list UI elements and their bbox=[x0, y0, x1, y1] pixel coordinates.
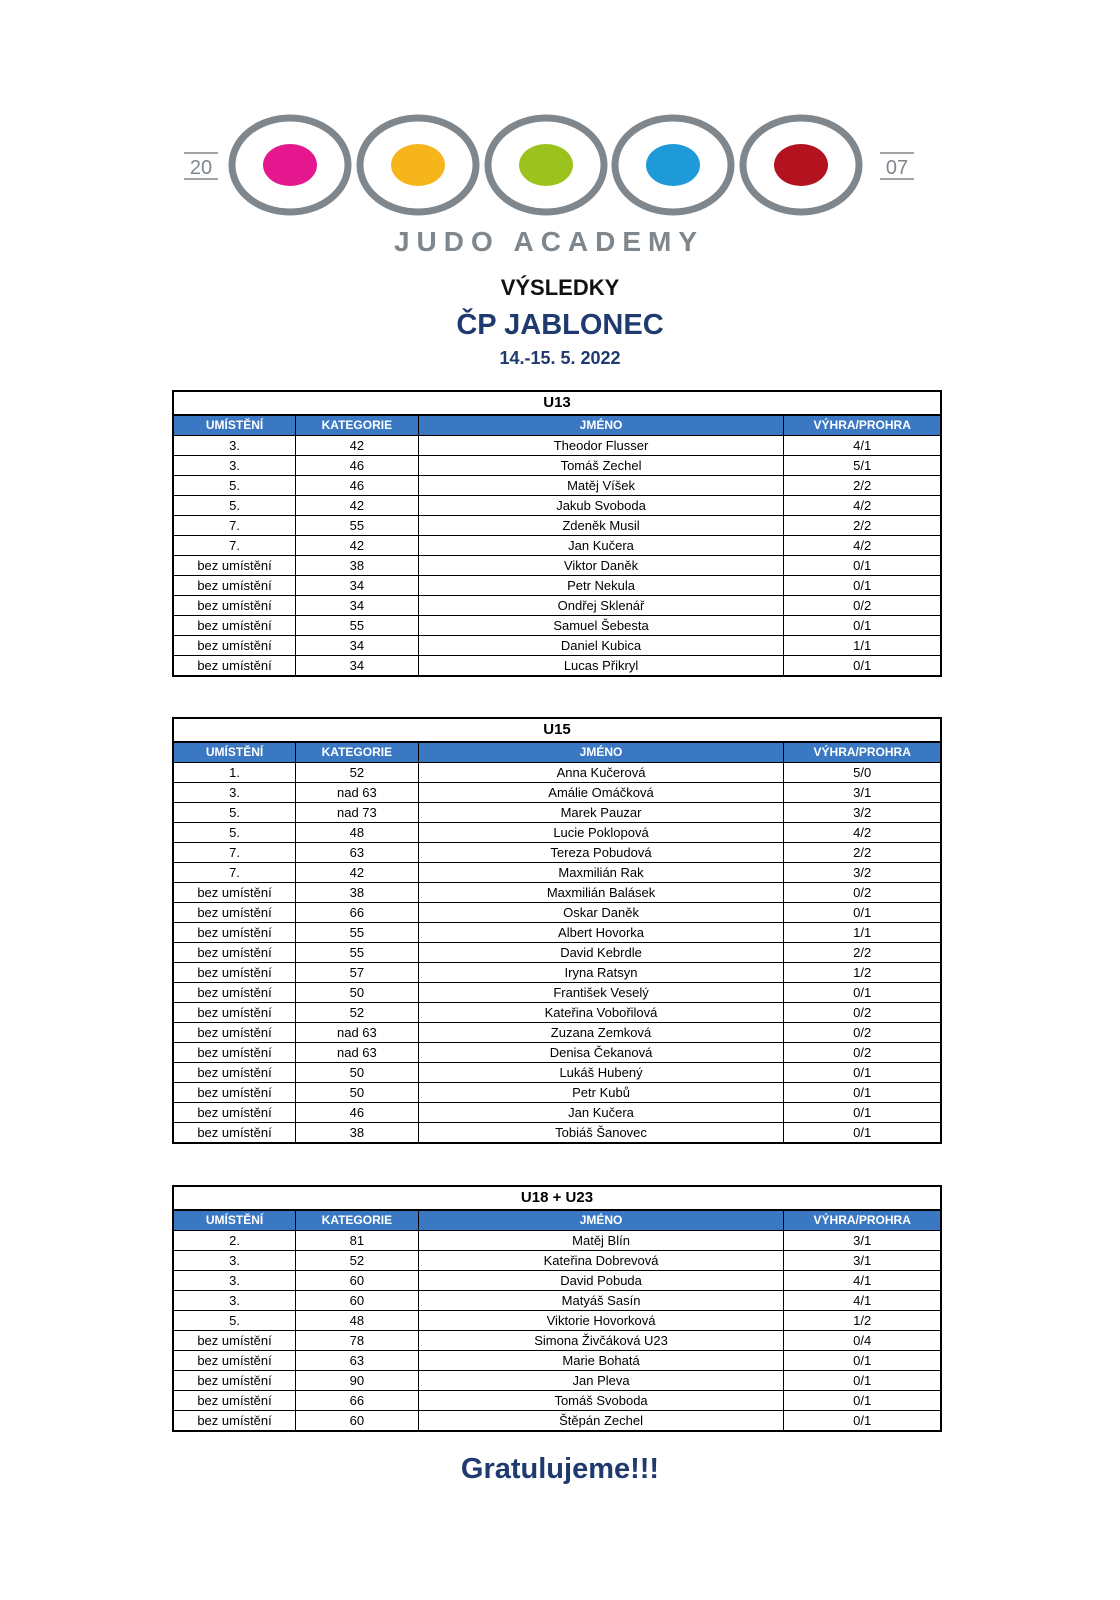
table-row bbox=[173, 616, 941, 636]
cell-result: 0/1 bbox=[784, 1411, 941, 1432]
cell-place: bez umístění bbox=[173, 1043, 296, 1063]
cell-category: 90 bbox=[296, 1371, 419, 1391]
cell-result: 0/2 bbox=[784, 1023, 941, 1043]
cell-name: Tomáš Svoboda bbox=[418, 1391, 784, 1411]
cell-result: 2/2 bbox=[784, 843, 941, 863]
results-table-u13 bbox=[172, 390, 942, 677]
event-date: 14.-15. 5. 2022 bbox=[499, 348, 621, 368]
cell-result: 0/1 bbox=[784, 1351, 941, 1371]
table-row bbox=[173, 783, 941, 803]
table-row bbox=[173, 496, 941, 516]
cell-result: 4/2 bbox=[784, 496, 941, 516]
logo-year-right-text: 07 bbox=[885, 157, 909, 179]
cell-name: Matěj Blín bbox=[418, 1231, 784, 1251]
table-row bbox=[173, 1391, 941, 1411]
cell-place: bez umístění bbox=[173, 1103, 296, 1123]
column-header-place: UMÍSTĚNÍ bbox=[173, 1210, 296, 1231]
cell-result: 0/1 bbox=[784, 903, 941, 923]
cell-result: 0/4 bbox=[784, 1331, 941, 1351]
cell-result: 2/2 bbox=[784, 516, 941, 536]
cell-result: 1/1 bbox=[784, 923, 941, 943]
cell-place: bez umístění bbox=[173, 656, 296, 677]
cell-category: 55 bbox=[296, 616, 419, 636]
cell-name: Simona Živčáková U23 bbox=[418, 1331, 784, 1351]
table-row bbox=[173, 516, 941, 536]
cell-place: 3. bbox=[173, 1291, 296, 1311]
logo-dot bbox=[391, 144, 445, 186]
cell-category: 50 bbox=[296, 983, 419, 1003]
cell-result: 0/1 bbox=[784, 616, 941, 636]
table-row bbox=[173, 596, 941, 616]
cell-name: Tobiáš Šanovec bbox=[418, 1123, 784, 1144]
table-row bbox=[173, 763, 941, 783]
judo-academy-logo bbox=[0, 0, 1120, 270]
cell-category: 63 bbox=[296, 1351, 419, 1371]
table-row bbox=[173, 436, 941, 456]
congratulations-text: Gratulujeme!!! bbox=[460, 1453, 660, 1485]
cell-category: 55 bbox=[296, 943, 419, 963]
table-row bbox=[173, 1103, 941, 1123]
cell-result: 2/2 bbox=[784, 943, 941, 963]
cell-result: 0/1 bbox=[784, 656, 941, 677]
logo-dot bbox=[774, 144, 828, 186]
cell-name: Theodor Flusser bbox=[418, 436, 784, 456]
cell-result: 3/2 bbox=[784, 803, 941, 823]
cell-category: 55 bbox=[296, 923, 419, 943]
cell-name: Oskar Daněk bbox=[418, 903, 784, 923]
cell-place: 5. bbox=[173, 476, 296, 496]
cell-category: nad 63 bbox=[296, 1023, 419, 1043]
table-row bbox=[173, 556, 941, 576]
cell-category: 60 bbox=[296, 1291, 419, 1311]
cell-name: Amálie Omáčková bbox=[418, 783, 784, 803]
cell-category: 42 bbox=[296, 863, 419, 883]
cell-name: Marek Pauzar bbox=[418, 803, 784, 823]
cell-category: 52 bbox=[296, 1251, 419, 1271]
cell-place: bez umístění bbox=[173, 963, 296, 983]
cell-name: Daniel Kubica bbox=[418, 636, 784, 656]
cell-result: 1/1 bbox=[784, 636, 941, 656]
cell-name: Štěpán Zechel bbox=[418, 1411, 784, 1432]
cell-category: 66 bbox=[296, 1391, 419, 1411]
cell-result: 0/1 bbox=[784, 1083, 941, 1103]
table-row bbox=[173, 456, 941, 476]
cell-result: 2/2 bbox=[784, 476, 941, 496]
table-row bbox=[173, 1331, 941, 1351]
event-title: ČP JABLONEC bbox=[456, 309, 664, 341]
cell-name: Zuzana Zemková bbox=[418, 1023, 784, 1043]
column-header-result: VÝHRA/PROHRA bbox=[784, 742, 941, 763]
cell-category: 52 bbox=[296, 1003, 419, 1023]
cell-name: Lucas Přikryl bbox=[418, 656, 784, 677]
cell-place: 3. bbox=[173, 436, 296, 456]
cell-place: 7. bbox=[173, 843, 296, 863]
cell-name: Petr Nekula bbox=[418, 576, 784, 596]
cell-name: Lucie Poklopová bbox=[418, 823, 784, 843]
cell-name: Matěj Víšek bbox=[418, 476, 784, 496]
cell-name: David Kebrdle bbox=[418, 943, 784, 963]
cell-place: bez umístění bbox=[173, 616, 296, 636]
cell-name: Maxmilián Balásek bbox=[418, 883, 784, 903]
cell-category: 60 bbox=[296, 1271, 419, 1291]
cell-result: 4/2 bbox=[784, 536, 941, 556]
column-header-category: KATEGORIE bbox=[296, 742, 419, 763]
cell-category: 46 bbox=[296, 476, 419, 496]
cell-category: 48 bbox=[296, 823, 419, 843]
table-row bbox=[173, 1023, 941, 1043]
cell-result: 4/1 bbox=[784, 1291, 941, 1311]
cell-result: 0/1 bbox=[784, 1063, 941, 1083]
cell-result: 3/1 bbox=[784, 1231, 941, 1251]
column-header-name: JMÉNO bbox=[418, 415, 784, 436]
cell-category: 48 bbox=[296, 1311, 419, 1331]
cell-place: bez umístění bbox=[173, 596, 296, 616]
table-row bbox=[173, 1003, 941, 1023]
cell-result: 4/1 bbox=[784, 1271, 941, 1291]
cell-place: bez umístění bbox=[173, 1063, 296, 1083]
cell-name: Kateřina Vobořilová bbox=[418, 1003, 784, 1023]
table-row bbox=[173, 576, 941, 596]
cell-place: bez umístění bbox=[173, 943, 296, 963]
cell-result: 4/1 bbox=[784, 436, 941, 456]
cell-category: nad 63 bbox=[296, 783, 419, 803]
table-row bbox=[173, 1371, 941, 1391]
cell-place: bez umístění bbox=[173, 1331, 296, 1351]
cell-place: 5. bbox=[173, 803, 296, 823]
cell-category: 42 bbox=[296, 436, 419, 456]
cell-name: Marie Bohatá bbox=[418, 1351, 784, 1371]
table-row bbox=[173, 1231, 941, 1251]
logo-dot bbox=[263, 144, 317, 186]
results-heading: VÝSLEDKY bbox=[500, 275, 620, 300]
cell-category: 34 bbox=[296, 576, 419, 596]
cell-place: bez umístění bbox=[173, 556, 296, 576]
cell-result: 0/2 bbox=[784, 596, 941, 616]
cell-category: 52 bbox=[296, 763, 419, 783]
page-header bbox=[0, 274, 1120, 370]
table-row bbox=[173, 1123, 941, 1144]
cell-name: Matyáš Sasín bbox=[418, 1291, 784, 1311]
cell-result: 0/2 bbox=[784, 1043, 941, 1063]
table-row bbox=[173, 1311, 941, 1331]
table-row bbox=[173, 636, 941, 656]
cell-result: 0/1 bbox=[784, 1123, 941, 1144]
cell-name: Anna Kučerová bbox=[418, 763, 784, 783]
cell-place: 3. bbox=[173, 1271, 296, 1291]
cell-place: bez umístění bbox=[173, 923, 296, 943]
cell-place: 3. bbox=[173, 456, 296, 476]
column-header-place: UMÍSTĚNÍ bbox=[173, 742, 296, 763]
cell-category: 42 bbox=[296, 496, 419, 516]
cell-category: 55 bbox=[296, 516, 419, 536]
cell-place: 5. bbox=[173, 823, 296, 843]
table-row bbox=[173, 1083, 941, 1103]
cell-result: 3/2 bbox=[784, 863, 941, 883]
logo-dot bbox=[519, 144, 573, 186]
cell-place: bez umístění bbox=[173, 1003, 296, 1023]
column-header-name: JMÉNO bbox=[418, 742, 784, 763]
cell-result: 0/1 bbox=[784, 556, 941, 576]
table-row bbox=[173, 863, 941, 883]
cell-name: Jan Pleva bbox=[418, 1371, 784, 1391]
table-row bbox=[173, 1351, 941, 1371]
cell-result: 4/2 bbox=[784, 823, 941, 843]
cell-name: Denisa Čekanová bbox=[418, 1043, 784, 1063]
cell-category: 46 bbox=[296, 456, 419, 476]
cell-name: Viktor Daněk bbox=[418, 556, 784, 576]
table-title: U13 bbox=[173, 391, 941, 415]
cell-result: 3/1 bbox=[784, 1251, 941, 1271]
cell-category: 38 bbox=[296, 1123, 419, 1144]
table-row bbox=[173, 843, 941, 863]
cell-place: bez umístění bbox=[173, 636, 296, 656]
cell-place: 5. bbox=[173, 1311, 296, 1331]
results-table-u18-u23 bbox=[172, 1185, 942, 1432]
cell-name: Jan Kučera bbox=[418, 1103, 784, 1123]
cell-category: 60 bbox=[296, 1411, 419, 1432]
cell-place: 1. bbox=[173, 763, 296, 783]
cell-category: 50 bbox=[296, 1083, 419, 1103]
table-title: U15 bbox=[173, 718, 941, 742]
cell-result: 0/2 bbox=[784, 1003, 941, 1023]
table-row bbox=[173, 656, 941, 677]
cell-name: Zdeněk Musil bbox=[418, 516, 784, 536]
table-row bbox=[173, 1251, 941, 1271]
logo-year-left-text: 20 bbox=[189, 157, 213, 179]
cell-result: 0/1 bbox=[784, 576, 941, 596]
cell-place: 2. bbox=[173, 1231, 296, 1251]
cell-result: 3/1 bbox=[784, 783, 941, 803]
column-header-category: KATEGORIE bbox=[296, 415, 419, 436]
cell-category: 81 bbox=[296, 1231, 419, 1251]
cell-name: Maxmilián Rak bbox=[418, 863, 784, 883]
cell-result: 0/1 bbox=[784, 983, 941, 1003]
table-row bbox=[173, 1063, 941, 1083]
cell-name: Tereza Pobudová bbox=[418, 843, 784, 863]
cell-category: 34 bbox=[296, 636, 419, 656]
cell-category: 66 bbox=[296, 903, 419, 923]
table-row bbox=[173, 476, 941, 496]
cell-name: Tomáš Zechel bbox=[418, 456, 784, 476]
table-row bbox=[173, 923, 941, 943]
table-row bbox=[173, 823, 941, 843]
cell-category: 38 bbox=[296, 883, 419, 903]
table-row bbox=[173, 1043, 941, 1063]
cell-place: bez umístění bbox=[173, 1351, 296, 1371]
cell-result: 5/1 bbox=[784, 456, 941, 476]
cell-place: bez umístění bbox=[173, 1391, 296, 1411]
column-header-place: UMÍSTĚNÍ bbox=[173, 415, 296, 436]
cell-category: 57 bbox=[296, 963, 419, 983]
cell-category: 42 bbox=[296, 536, 419, 556]
cell-category: 34 bbox=[296, 656, 419, 677]
logo-dot bbox=[646, 144, 700, 186]
logo-rings bbox=[232, 118, 859, 212]
cell-result: 0/1 bbox=[784, 1391, 941, 1411]
cell-place: 5. bbox=[173, 496, 296, 516]
table-row bbox=[173, 1411, 941, 1432]
cell-result: 5/0 bbox=[784, 763, 941, 783]
cell-place: bez umístění bbox=[173, 1023, 296, 1043]
table-row bbox=[173, 803, 941, 823]
cell-result: 1/2 bbox=[784, 1311, 941, 1331]
cell-name: František Veselý bbox=[418, 983, 784, 1003]
cell-result: 1/2 bbox=[784, 963, 941, 983]
cell-category: 50 bbox=[296, 1063, 419, 1083]
cell-place: 3. bbox=[173, 1251, 296, 1271]
cell-name: Samuel Šebesta bbox=[418, 616, 784, 636]
table-row bbox=[173, 536, 941, 556]
column-header-name: JMÉNO bbox=[418, 1210, 784, 1231]
cell-category: 34 bbox=[296, 596, 419, 616]
cell-name: David Pobuda bbox=[418, 1271, 784, 1291]
cell-category: 78 bbox=[296, 1331, 419, 1351]
table-row bbox=[173, 903, 941, 923]
cell-name: Jakub Svoboda bbox=[418, 496, 784, 516]
logo-brand-text: JUDO ACADEMY bbox=[393, 226, 705, 257]
cell-place: bez umístění bbox=[173, 576, 296, 596]
cell-name: Kateřina Dobrevová bbox=[418, 1251, 784, 1271]
cell-place: bez umístění bbox=[173, 1371, 296, 1391]
cell-place: bez umístění bbox=[173, 883, 296, 903]
table-row bbox=[173, 1271, 941, 1291]
cell-name: Iryna Ratsyn bbox=[418, 963, 784, 983]
cell-name: Petr Kubů bbox=[418, 1083, 784, 1103]
cell-category: 63 bbox=[296, 843, 419, 863]
column-header-result: VÝHRA/PROHRA bbox=[784, 415, 941, 436]
cell-name: Lukáš Hubený bbox=[418, 1063, 784, 1083]
cell-place: bez umístění bbox=[173, 1411, 296, 1432]
cell-name: Viktorie Hovorková bbox=[418, 1311, 784, 1331]
table-row bbox=[173, 963, 941, 983]
cell-place: bez umístění bbox=[173, 1123, 296, 1144]
cell-name: Ondřej Sklenář bbox=[418, 596, 784, 616]
cell-place: bez umístění bbox=[173, 1083, 296, 1103]
cell-name: Albert Hovorka bbox=[418, 923, 784, 943]
logo-year-right bbox=[880, 153, 914, 179]
cell-place: 3. bbox=[173, 783, 296, 803]
cell-place: bez umístění bbox=[173, 983, 296, 1003]
table-row bbox=[173, 943, 941, 963]
cell-place: 7. bbox=[173, 863, 296, 883]
column-header-result: VÝHRA/PROHRA bbox=[784, 1210, 941, 1231]
cell-category: 46 bbox=[296, 1103, 419, 1123]
cell-place: 7. bbox=[173, 536, 296, 556]
cell-result: 0/2 bbox=[784, 883, 941, 903]
table-row bbox=[173, 883, 941, 903]
column-header-category: KATEGORIE bbox=[296, 1210, 419, 1231]
table-title: U18 + U23 bbox=[173, 1186, 941, 1210]
cell-place: bez umístění bbox=[173, 903, 296, 923]
cell-category: 38 bbox=[296, 556, 419, 576]
results-table-u15 bbox=[172, 717, 942, 1144]
cell-category: nad 63 bbox=[296, 1043, 419, 1063]
logo-year-left bbox=[184, 153, 218, 179]
cell-result: 0/1 bbox=[784, 1103, 941, 1123]
cell-category: nad 73 bbox=[296, 803, 419, 823]
cell-result: 0/1 bbox=[784, 1371, 941, 1391]
table-row bbox=[173, 1291, 941, 1311]
table-row bbox=[173, 983, 941, 1003]
cell-place: 7. bbox=[173, 516, 296, 536]
cell-name: Jan Kučera bbox=[418, 536, 784, 556]
